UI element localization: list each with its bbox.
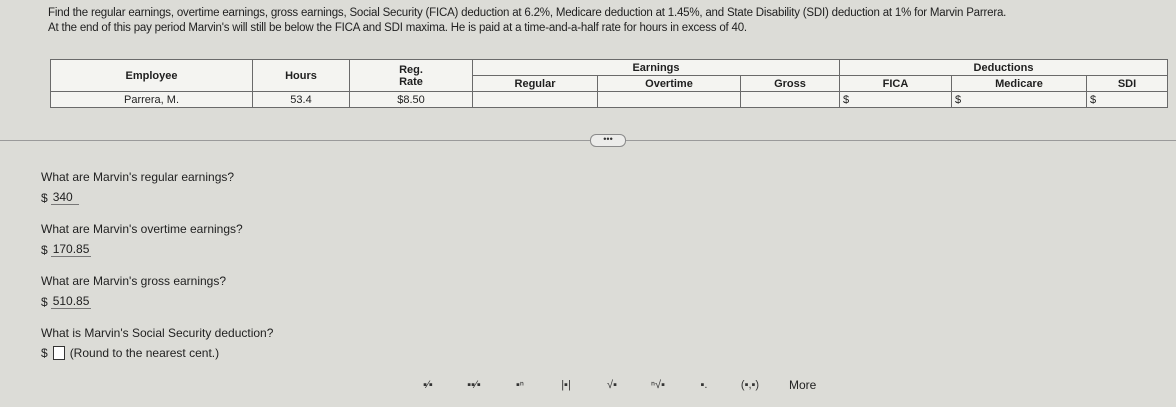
cell-hours: 53.4 <box>253 92 350 108</box>
cell-sdi[interactable]: $ <box>1087 92 1168 108</box>
answer-field-fica[interactable] <box>53 346 65 360</box>
square-root-tool-button[interactable]: √▪ <box>607 379 617 391</box>
cell-medicare[interactable]: $ <box>952 92 1087 108</box>
decimal-tool-button[interactable]: ▪. <box>700 379 708 391</box>
header-overtime: Overtime <box>598 76 741 92</box>
answer-field-gross[interactable]: 510.85 <box>52 294 90 308</box>
math-toolbar <box>405 372 826 398</box>
expand-dots-button[interactable]: ••• <box>590 134 626 147</box>
more-button[interactable]: More <box>789 378 817 392</box>
header-hours: Hours <box>253 60 350 92</box>
answer-field-overtime[interactable]: 170.85 <box>52 242 90 256</box>
currency-prefix: $ <box>41 346 48 360</box>
problem-statement <box>48 6 1168 36</box>
question-text: What are Marvin's regular earnings? <box>41 170 235 184</box>
cell-overtime[interactable] <box>598 92 741 108</box>
question-gross <box>41 274 226 309</box>
fraction-tool-button[interactable]: ▪⁄▪ <box>423 379 433 391</box>
cell-employee: Parrera, M. <box>51 92 253 108</box>
absolute-value-tool-button[interactable]: |▪| <box>561 379 571 391</box>
header-earnings: Earnings <box>473 60 840 76</box>
currency-prefix: $ <box>41 190 48 205</box>
currency-prefix: $ <box>41 294 48 309</box>
cell-gross[interactable] <box>741 92 840 108</box>
question-overtime <box>41 222 243 257</box>
nth-root-tool-button[interactable]: ⁿ√▪ <box>651 379 665 391</box>
answer-field-regular[interactable]: 340 <box>51 190 79 205</box>
exponent-tool-button[interactable]: ▪ⁿ <box>516 379 524 391</box>
header-fica: FICA <box>840 76 952 92</box>
rounding-note: (Round to the nearest cent.) <box>69 346 220 360</box>
question-text: What are Marvin's overtime earnings? <box>41 222 243 236</box>
header-regular: Regular <box>473 76 598 92</box>
header-sdi: SDI <box>1087 76 1168 92</box>
question-fica <box>41 326 273 360</box>
problem-line-1: Find the regular earnings, overtime earnings, gross earnings, Social Security (FICA) deduction at 6.2%, Medicare deduction at 1.45%, and State Disability (SDI) deduction at 1% for Marvin Parrera. <box>48 7 1007 19</box>
question-text: What is Marvin's Social Security deduction? <box>41 326 274 340</box>
currency-prefix: $ <box>41 242 48 257</box>
cell-fica[interactable]: $ <box>840 92 952 108</box>
divider <box>0 140 1176 141</box>
cell-rate: $8.50 <box>350 92 473 108</box>
ordered-pair-tool-button[interactable]: (▪,▪) <box>740 379 760 391</box>
question-regular <box>41 170 234 205</box>
payroll-table <box>50 59 1168 108</box>
cell-regular[interactable] <box>473 92 598 108</box>
problem-line-2: At the end of this pay period Marvin's will still be below the FICA and SDI maxima. He is paid at a time-and-a-half rate for hours in excess of 40. <box>48 22 747 34</box>
table-row <box>51 92 1168 108</box>
header-gross: Gross <box>741 76 840 92</box>
header-medicare: Medicare <box>952 76 1087 92</box>
mixed-number-tool-button[interactable]: ▪▪⁄▪ <box>467 379 481 391</box>
header-deductions: Deductions <box>840 60 1168 76</box>
question-text: What are Marvin's gross earnings? <box>41 274 227 288</box>
header-employee: Employee <box>51 60 253 92</box>
header-rate: Reg. Rate <box>350 60 473 92</box>
